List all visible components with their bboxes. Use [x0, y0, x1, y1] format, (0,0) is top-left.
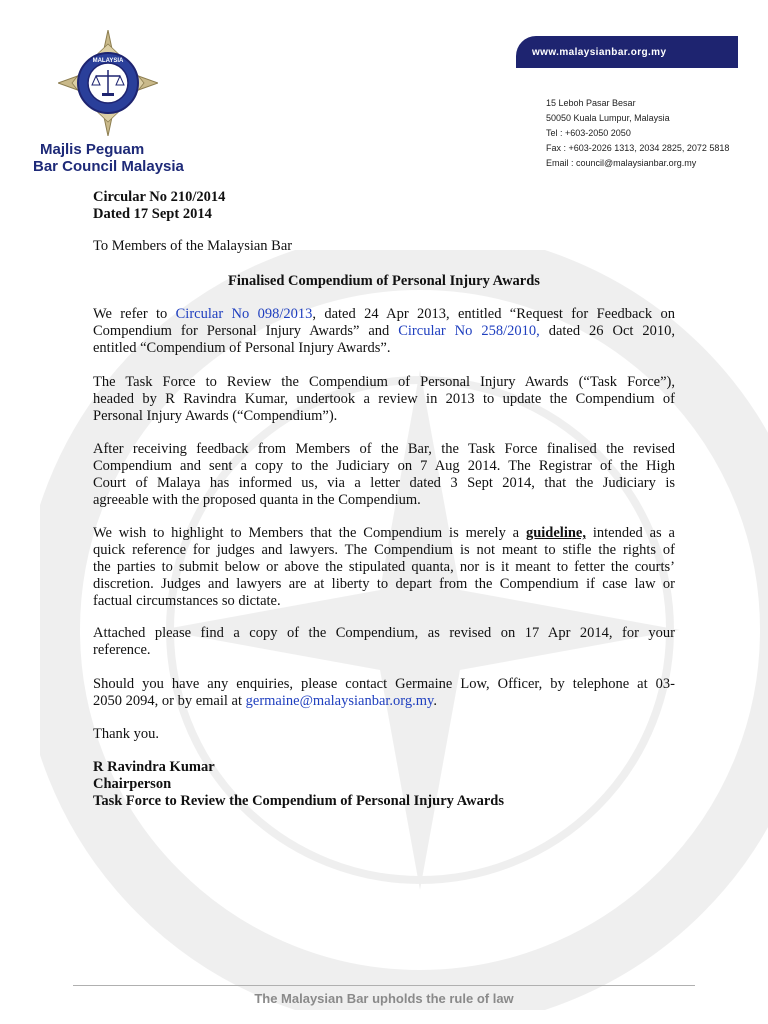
p2-line-1: The Task Force to Review the Compendium of Personal Injury Awards (“Task Force”),: [93, 374, 675, 390]
bar-council-seal-icon: [58, 30, 158, 136]
p2-line-3: Personal Injury Awards (“Compendium”).: [93, 408, 338, 424]
p1-line-1: We refer to Circular No 098/2013, dated 24 Apr 2013, entitled “Request for Feedback on: [93, 306, 675, 322]
p5-line-2: reference.: [93, 642, 151, 658]
address-street: 15 Leboh Pasar Besar: [546, 98, 636, 108]
closing: Thank you.: [93, 726, 160, 742]
p5-line-1: Attached please find a copy of the Compendium, as revised on 17 Apr 2014, for your: [93, 625, 675, 641]
org-name-english: Bar Council Malaysia: [33, 158, 184, 175]
address-tel: Tel : +603-2050 2050: [546, 128, 631, 138]
signatory-body: Task Force to Review the Compendium of Personal Injury Awards: [93, 793, 504, 809]
circular-258-2010-link[interactable]: Circular No 258/2010,: [398, 323, 540, 339]
p6-line-2: 2050 2094, or by email at germaine@malaysianbar.org.my.: [93, 693, 437, 709]
p1-line-3: entitled “Compendium of Personal Injury Awards”.: [93, 340, 391, 356]
seal-label: MALAYSIA: [92, 58, 124, 64]
subject-heading: Finalised Compendium of Personal Injury Awards: [228, 273, 540, 289]
p3-line-1: After receiving feedback from Members of the Bar, the Task Force finalised the revised: [93, 441, 675, 457]
p1-line-2: Compendium for Personal Injury Awards” and Circular No 258/2010, dated 26 Oct 2010,: [93, 323, 676, 339]
p2-line-2: headed by R Ravindra Kumar, undertook a review in 2013 to update the Compendium of: [93, 391, 675, 407]
address-fax: Fax : +603-2026 1313, 2034 2825, 2072 5818: [546, 143, 730, 153]
email-link[interactable]: germaine@malaysianbar.org.my: [245, 693, 434, 709]
address-city: 50050 Kuala Lumpur, Malaysia: [546, 113, 670, 123]
p6-line-1: Should you have any enquiries, please contact Germaine Low, Officer, by telephone at 03-: [93, 676, 675, 692]
circular-number: Circular No 210/2014: [93, 189, 226, 205]
address-block: [546, 96, 729, 171]
circular-date: Dated 17 Sept 2014: [93, 206, 212, 222]
p4-line-1: We wish to highlight to Members that the Compendium is merely a guideline, intended as a: [93, 525, 675, 541]
p3-line-3: Court of Malaya has informed us, via a letter dated 3 Sept 2014, that the Judiciary is: [93, 475, 675, 491]
org-name-malay: Majlis Peguam: [40, 141, 145, 158]
guideline-emphasis: guideline,: [525, 525, 586, 541]
circular-098-2013-link[interactable]: Circular No 098/2013: [175, 306, 313, 322]
footer-motto: The Malaysian Bar upholds the rule of law: [254, 991, 514, 1006]
signatory-title: Chairperson: [93, 776, 172, 792]
p3-line-4: agreeable with the proposed quanta in the Compendium.: [93, 492, 421, 508]
address-email: Email : council@malaysianbar.org.my: [546, 158, 697, 168]
footer-divider: [73, 985, 695, 986]
p4-line-4: discretion. Judges and lawyers are at liberty to depart from the Compendium if case law or: [93, 576, 675, 592]
addressee: To Members of the Malaysian Bar: [93, 238, 293, 254]
website-link[interactable]: www.malaysianbar.org.my: [532, 46, 667, 58]
p3-line-2: Compendium and sent a copy to the Judiciary on 7 Aug 2014. The Registrar of the High: [93, 458, 675, 474]
p4-line-3: the parties to submit below or above the stipulated quanta, nor is it meant to fetter the courts’: [93, 559, 675, 575]
p4-line-5: factual circumstances so dictate.: [93, 593, 281, 609]
signatory-name: R Ravindra Kumar: [93, 759, 215, 775]
p4-line-2: quick reference for judges and lawyers. The Compendium is not meant to stifle the rights of: [93, 542, 675, 558]
website-banner[interactable]: [516, 36, 738, 68]
